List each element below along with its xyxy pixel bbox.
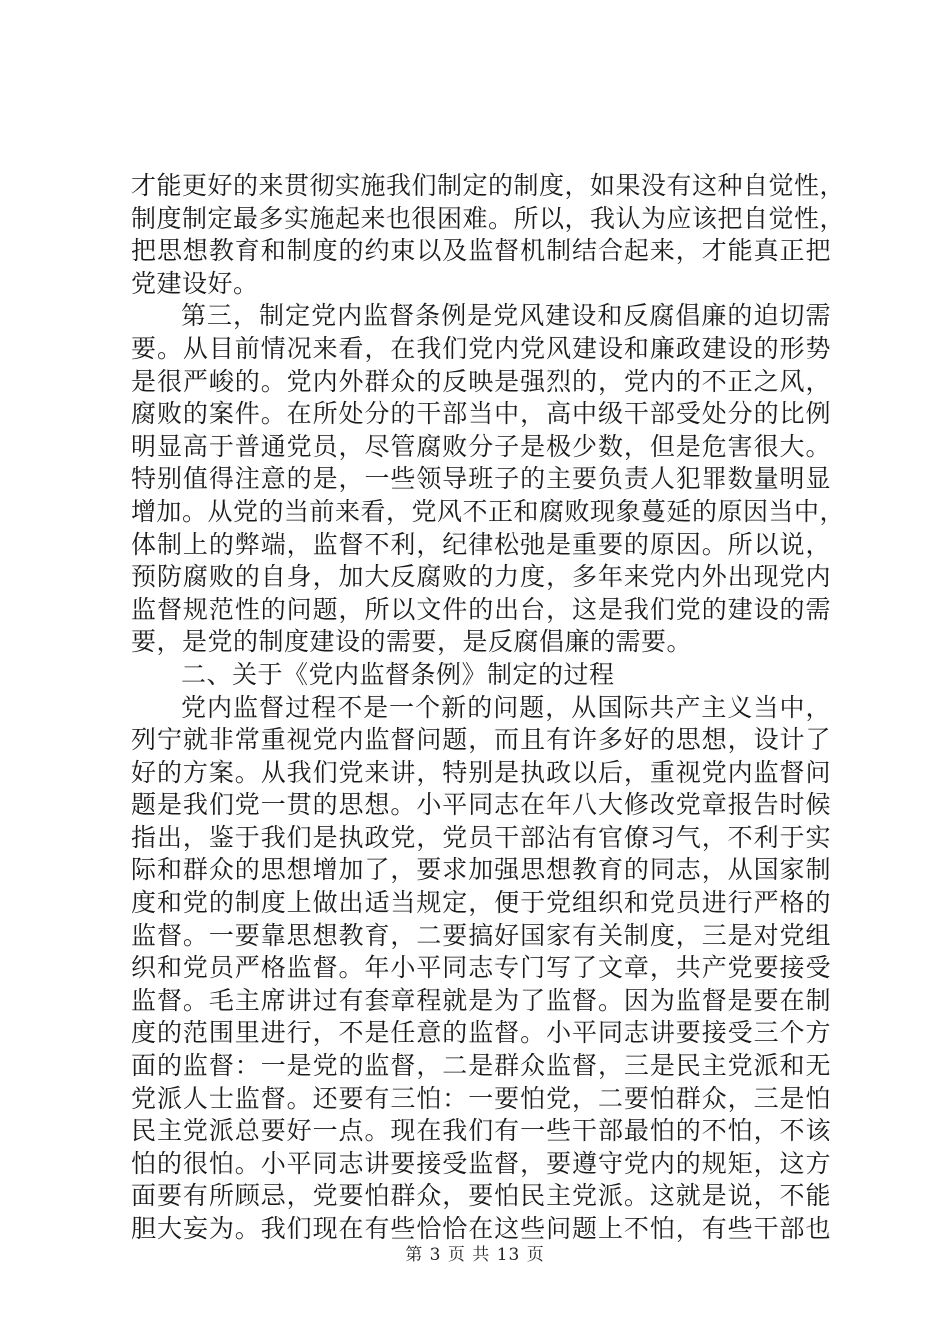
text-line: 面要有所顾忌，党要怕群众，要怕民主党派。这就是说，不能 (131, 1181, 831, 1211)
text-line: 明显高于普通党员，尽管腐败分子是极少数，但是危害很大。 (131, 431, 831, 461)
text-line: 题是我们党一贯的思想。小平同志在年八大修改党章报告时候 (131, 790, 831, 820)
text-line: 体制上的弊端，监督不利，纪律松弛是重要的原因。所以说， (131, 529, 831, 559)
text-line: 制度制定最多实施起来也很困难。所以，我认为应该把自觉性， (131, 203, 846, 233)
text-line: 才能更好的来贯彻实施我们制定的制度，如果没有这种自觉性， (131, 171, 846, 200)
text-line: 面的监督：一是党的监督，二是群众监督，三是民主党派和无 (131, 1051, 831, 1081)
text-line: 度和党的制度上做出适当规定，便于党组织和党员进行严格的 (131, 888, 831, 918)
text-line: 怕的很怕。小平同志讲要接受监督，要遵守党内的规矩，这方 (131, 1148, 831, 1178)
text-line: 监督规范性的问题，所以文件的出台，这是我们党的建设的需 (131, 594, 831, 624)
text-line: 际和群众的思想增加了，要求加强思想教育的同志，从国家制 (131, 855, 831, 885)
text-line: 二、关于《党内监督条例》制定的过程 (181, 659, 615, 689)
text-line: 特别值得注意的是，一些领导班子的主要负责人犯罪数量明显 (131, 464, 831, 494)
text-line: 党建设好。 (131, 268, 259, 298)
paragraph (131, 300, 846, 659)
text-line: 指出，鉴于我们是执政党，党员干部沾有官僚习气，不利于实 (131, 822, 831, 852)
text-line: 列宁就非常重视党内监督问题，而且有许多好的思想，设计了 (131, 725, 831, 755)
text-line: 要。从目前情况来看，在我们党内党风建设和廉政建设的形势 (131, 333, 831, 363)
text-line: 预防腐败的自身，加大反腐败的力度，多年来党内外出现党内 (131, 562, 831, 592)
document-body (131, 170, 846, 1246)
paragraph (131, 659, 831, 692)
text-line: 党派人士监督。还要有三怕：一要怕党，二要怕群众，三是怕 (131, 1083, 831, 1113)
text-line: 腐败的案件。在所处分的干部当中，高中级干部受处分的比例 (131, 399, 831, 429)
text-line: 监督。一要靠思想教育，二要搞好国家有关制度，三是对党组 (131, 920, 831, 950)
text-line: 是很严峻的。党内外群众的反映是强烈的，党内的不正之风， (131, 366, 831, 396)
paragraph (131, 692, 831, 1246)
paragraph (131, 170, 846, 300)
text-line: 民主党派总要好一点。现在我们有一些干部最怕的不怕，不该 (131, 1116, 831, 1146)
text-line: 监督。毛主席讲过有套章程就是为了监督。因为监督是要在制 (131, 985, 831, 1015)
text-line: 把思想教育和制度的约束以及监督机制结合起来，才能真正把 (131, 236, 831, 266)
text-line: 第三，制定党内监督条例是党风建设和反腐倡廉的迫切需 (181, 301, 831, 331)
text-line: 党内监督过程不是一个新的问题，从国际共产主义当中， (181, 692, 831, 722)
text-line: 增加。从党的当前来看，党风不正和腐败现象蔓延的原因当中， (131, 496, 846, 526)
text-line: 织和党员严格监督。年小平同志专门写了文章，共产党要接受 (131, 953, 831, 983)
text-line: 要，是党的制度建设的需要，是反腐倡廉的需要。 (131, 627, 693, 657)
text-line: 好的方案。从我们党来讲，特别是执政以后，重视党内监督问 (131, 757, 831, 787)
text-line: 度的范围里进行，不是任意的监督。小平同志讲要接受三个方 (131, 1018, 831, 1048)
page-footer: 第 3 页 共 13 页 (405, 1245, 545, 1265)
text-line: 胆大妄为。我们现在有些恰恰在这些问题上不怕，有些干部也 (131, 1214, 831, 1243)
